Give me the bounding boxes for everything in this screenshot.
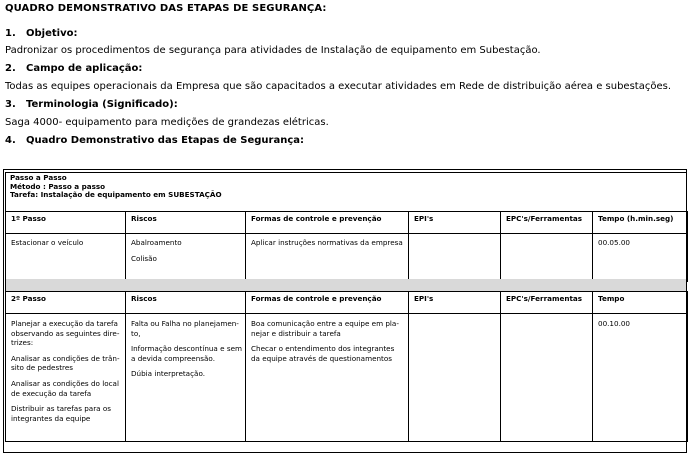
step1-controle-cell: Aplicar instruções normativas da empresa bbox=[246, 234, 409, 282]
step2-header-tempo: Tempo bbox=[593, 292, 688, 314]
section-text-campo: Todas as equipes operacionais da Empresa que são capacitados a executar atividades em Rede de distribuição aérea e subestações. bbox=[5, 81, 672, 92]
step1-header-controle: Formas de controle e prevenção bbox=[246, 212, 409, 234]
step1-tempo-cell: 00.05.00 bbox=[593, 234, 688, 282]
step1-header-passo: 1º Passo bbox=[6, 212, 126, 234]
task-header-task: Tarefa: Instalação de equipamento em SUBESTAÇÃO bbox=[10, 190, 222, 200]
step2-header-epc: EPC's/Ferramentas bbox=[501, 292, 593, 314]
step2-header-epi: EPI's bbox=[409, 292, 501, 314]
step2-riscos-cell: Falta ou Falha no planejamen-to, Informação descontínua e sem a devida compreensão. Dúbia interpretação. bbox=[126, 314, 246, 442]
task-header-line: Passo a Passo bbox=[10, 173, 67, 182]
step2-table bbox=[5, 291, 688, 442]
section-text-terminologia: Saga 4000- equipamento para medições de grandezas elétricas. bbox=[5, 117, 329, 128]
step2-tempo-cell: 00.10.00 bbox=[593, 314, 688, 442]
step2-passo-cell: Planejar a execução da tarefa observando as seguintes dire-trizes: Analisar as condições de trân-sito de pedestres Analisar as condições do local de execução da tarefa Distribuir as tarefas para os integrantes da equipe bbox=[6, 314, 126, 442]
section-text-objetivo: Padronizar os procedimentos de segurança para atividades de Instalação de equipamento em Subestação. bbox=[5, 45, 541, 56]
step1-header-epc: EPC's/Ferramentas bbox=[501, 212, 593, 234]
step2-epi-cell bbox=[409, 314, 501, 442]
section-heading-quadro: 4. Quadro Demonstrativo das Etapas de Segurança: bbox=[5, 135, 304, 146]
section-heading-terminologia: 3. Terminologia (Significado): bbox=[5, 99, 178, 110]
step1-table bbox=[5, 211, 688, 282]
step2-epc-cell bbox=[501, 314, 593, 442]
step2-header-riscos: Riscos bbox=[126, 292, 246, 314]
section-heading-objetivo: 1. Objetivo: bbox=[5, 28, 78, 39]
step1-passo-cell: Estacionar o veículo bbox=[6, 234, 126, 282]
step1-header-riscos: Riscos bbox=[126, 212, 246, 234]
page-title: QUADRO DEMONSTRATIVO DAS ETAPAS DE SEGURANÇA: bbox=[5, 3, 327, 14]
step1-riscos-cell: Abalroamento Colisão bbox=[126, 234, 246, 282]
step1-epi-cell bbox=[409, 234, 501, 282]
step1-header-epi: EPI's bbox=[409, 212, 501, 234]
step1-header-tempo: Tempo (h.min.seg) bbox=[593, 212, 688, 234]
step2-header-controle: Formas de controle e prevenção bbox=[246, 292, 409, 314]
section-heading-campo: 2. Campo de aplicação: bbox=[5, 63, 143, 74]
task-header-method: Método : Passo a passo bbox=[10, 181, 106, 191]
step2-header-passo: 2º Passo bbox=[6, 292, 126, 314]
row-separator bbox=[5, 279, 687, 291]
step1-epc-cell bbox=[501, 234, 593, 282]
task-header bbox=[5, 172, 687, 212]
step2-controle-cell: Boa comunicação entre a equipe em pla-nejar e distribuir a tarefa Checar o entendimento dos integrantes da equipe através de questionamentos bbox=[246, 314, 409, 442]
